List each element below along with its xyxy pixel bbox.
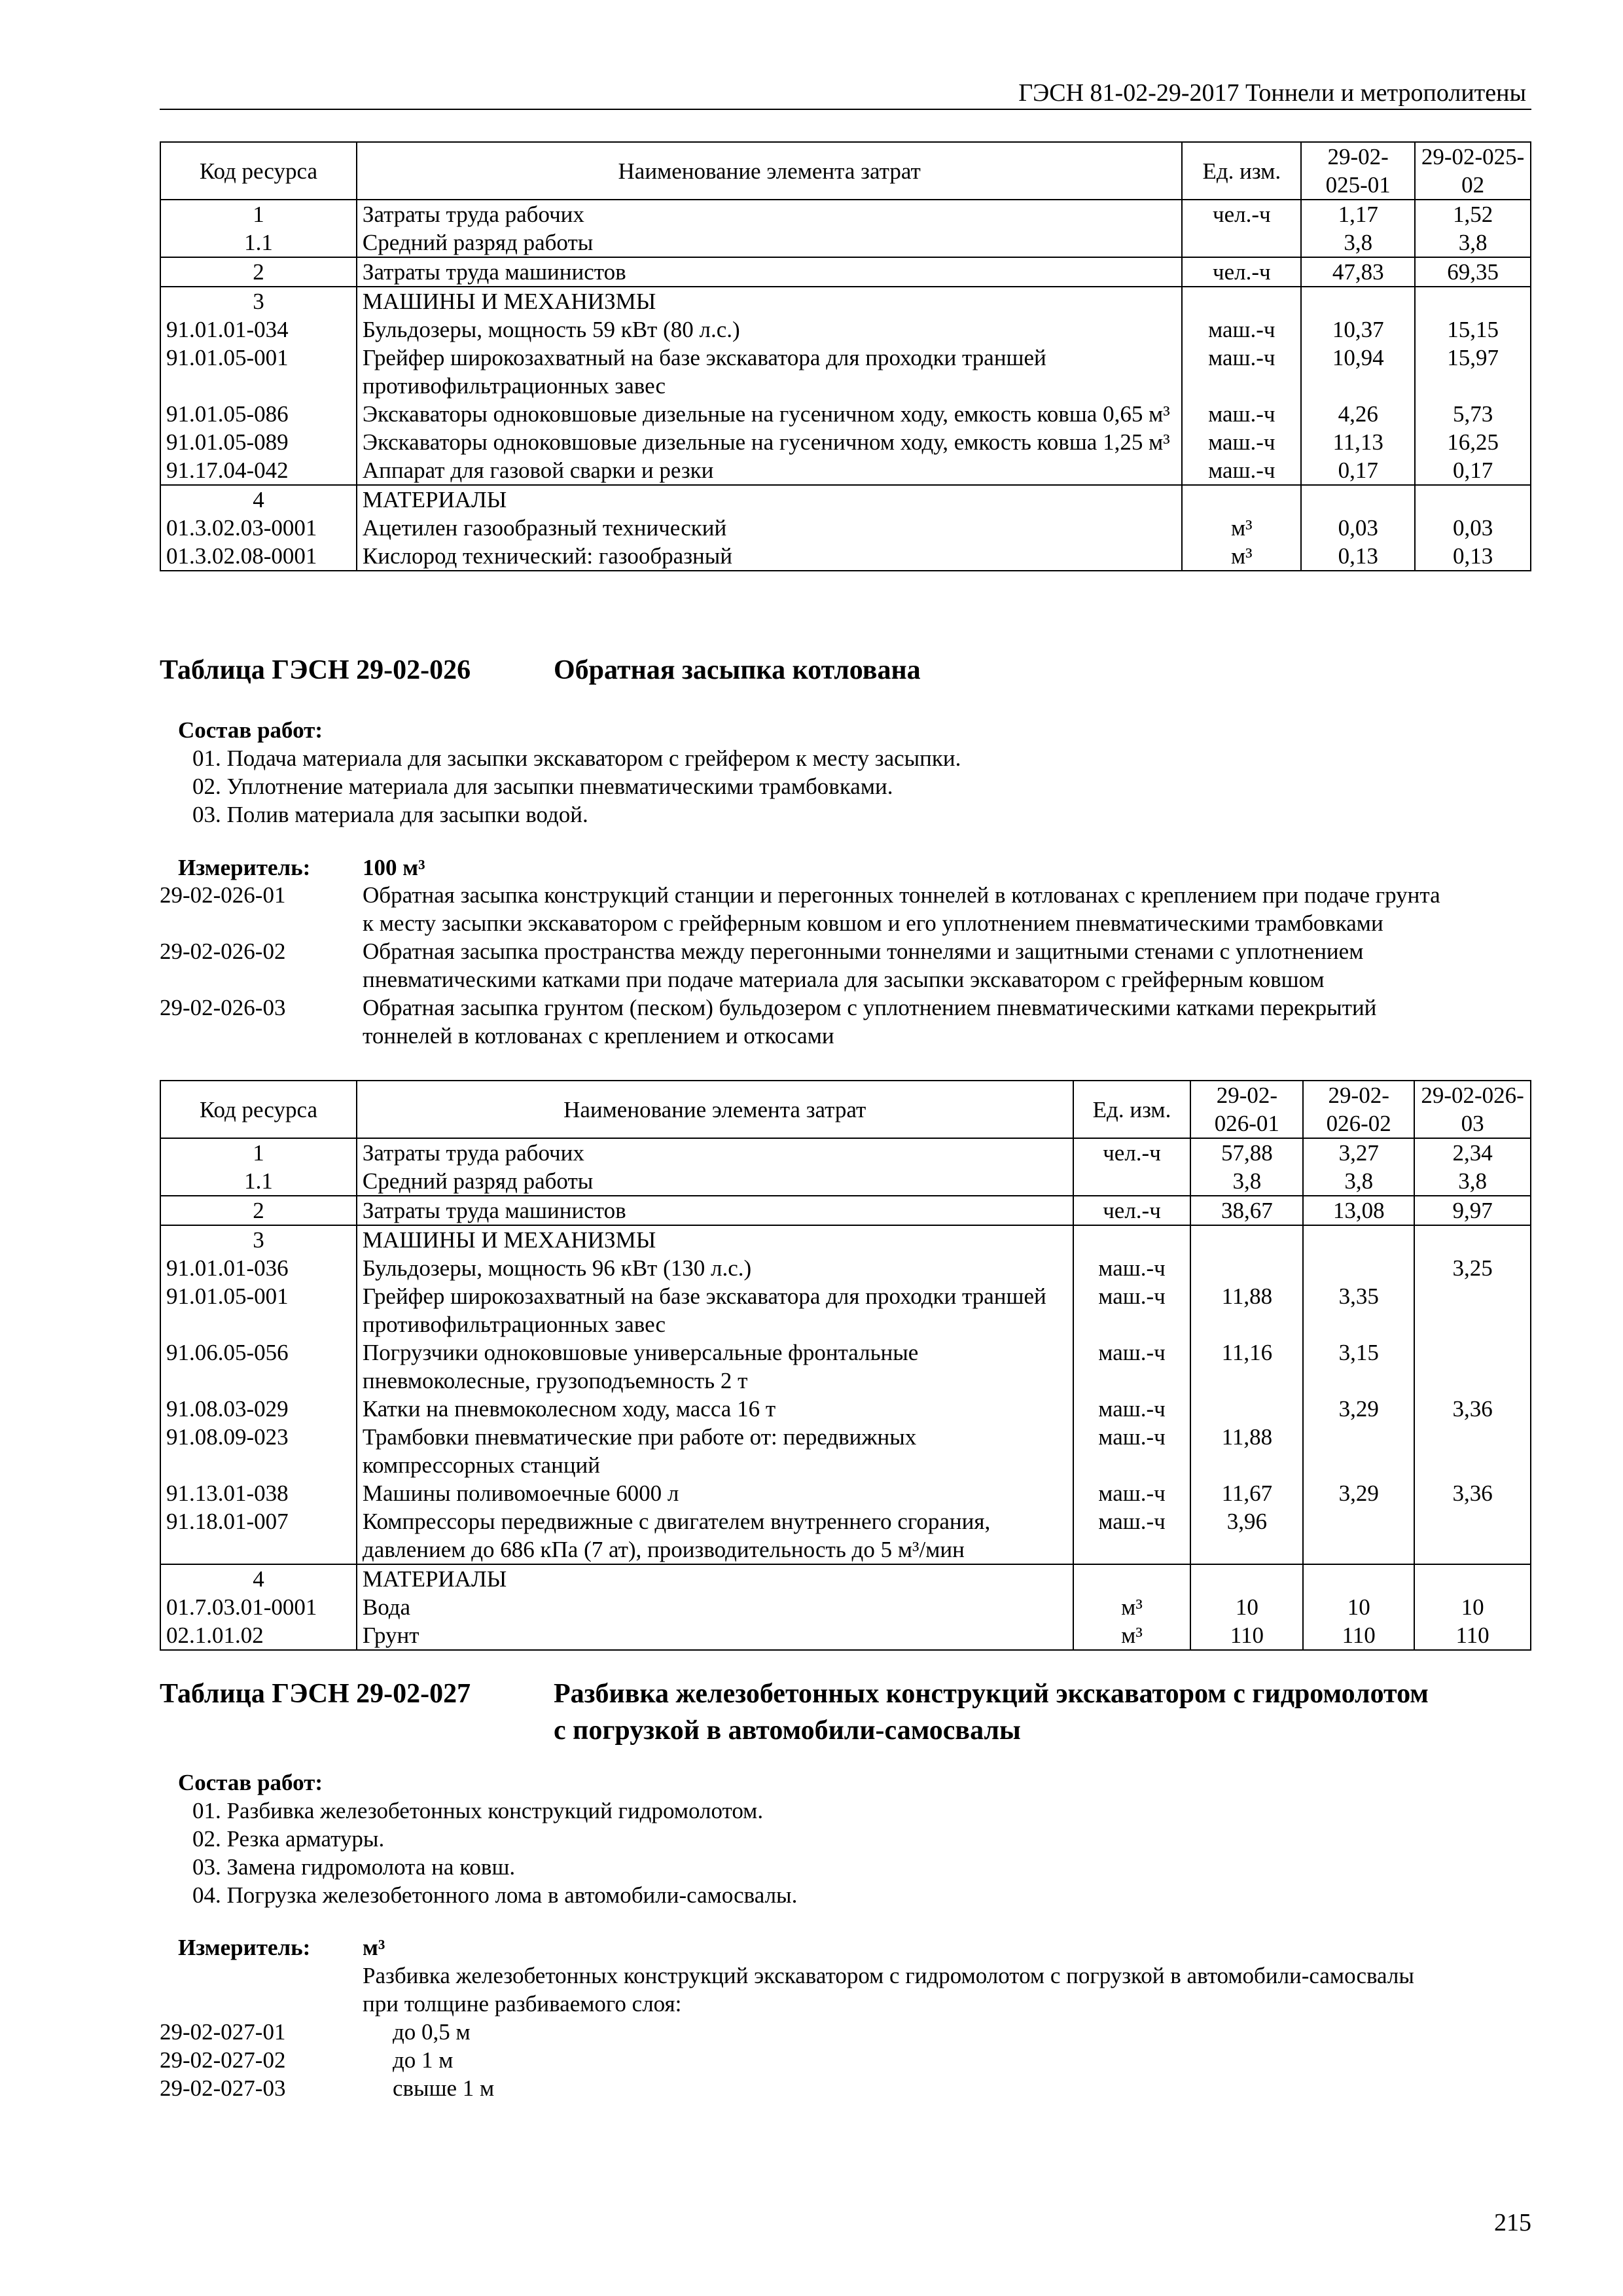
table-row [160, 1395, 1531, 1423]
row-value: 5,73 [1415, 400, 1531, 428]
table-heading-027 [554, 1676, 1429, 1749]
work-item: 04. Погрузка железобетонного лома в автомобили-самосвалы. [192, 1882, 798, 1908]
col-header-026-03: 29-02-026-03 [1414, 1081, 1531, 1138]
row-code: 91.17.04-042 [160, 456, 357, 485]
row-unit: чел.-ч [1073, 1138, 1191, 1167]
table-row [160, 257, 1531, 287]
row-value: 0,17 [1415, 456, 1531, 485]
row-value: 9,97 [1414, 1196, 1531, 1225]
table-row [160, 1196, 1531, 1225]
row-value: 1,17 [1301, 200, 1415, 228]
works-composition-026 [178, 716, 961, 829]
table-row [160, 228, 1531, 257]
meter-label: Измеритель: [178, 1935, 311, 1960]
row-name: Компрессоры передвижные с двигателем внутреннего сгорания, давлением до 686 кПа (7 ат), производительность до 5 м³/мин [357, 1507, 1073, 1564]
row-value: 4,26 [1301, 400, 1415, 428]
row-value: 11,67 [1190, 1479, 1303, 1507]
row-value: 0,17 [1301, 456, 1415, 485]
row-value: 11,13 [1301, 428, 1415, 456]
work-item: 01. Подача материала для засыпки экскаватором с грейфером к месту засыпки. [192, 745, 961, 771]
row-unit: м³ [1073, 1593, 1191, 1621]
resource-table-026 [160, 1080, 1531, 1651]
row-unit: маш.-ч [1182, 456, 1301, 485]
row-code: 91.01.05-001 [160, 344, 357, 400]
row-value [1303, 1254, 1414, 1282]
list-item [160, 2018, 945, 2046]
row-name: Средний разряд работы [357, 1167, 1073, 1196]
norm-code: 29-02-027-02 [160, 2047, 286, 2073]
row-name: Машины поливомоечные 6000 л [357, 1479, 1073, 1507]
table-title-027: Таблица ГЭСН 29-02-027 [160, 1679, 471, 1709]
row-value: 11,88 [1190, 1282, 1303, 1338]
table-row [160, 200, 1531, 228]
row-value [1303, 1423, 1414, 1479]
row-value: 11,16 [1190, 1338, 1303, 1395]
running-header [160, 77, 1531, 110]
row-value: 38,67 [1190, 1196, 1303, 1225]
row-name: Затраты труда машинистов [357, 1196, 1073, 1225]
row-value: 15,97 [1415, 344, 1531, 400]
row-code: 91.01.01-034 [160, 315, 357, 344]
row-value: 0,13 [1415, 542, 1531, 571]
row-value: 110 [1190, 1621, 1303, 1650]
col-header-name: Наименование элемента затрат [357, 1081, 1073, 1138]
works-label: Состав работ: [178, 717, 323, 743]
row-value: 11,88 [1190, 1423, 1303, 1479]
table-row [160, 1423, 1531, 1479]
norm-text: до 0,5 м [393, 2019, 471, 2045]
row-value: 3,8 [1190, 1167, 1303, 1196]
row-value: 13,08 [1303, 1196, 1414, 1225]
row-name: Грунт [357, 1621, 1073, 1650]
row-unit: м³ [1073, 1621, 1191, 1650]
row-value: 2,34 [1414, 1138, 1531, 1167]
section-heading-materials: МАТЕРИАЛЫ [357, 1564, 1073, 1593]
col-header-026-01: 29-02-026-01 [1190, 1081, 1303, 1138]
norm-description-027 [363, 1962, 1414, 2018]
norm-code: 29-02-026-01 [160, 882, 286, 908]
row-value [1190, 1395, 1303, 1423]
row-name: Катки на пневмоколесном ходу, масса 16 т [357, 1395, 1073, 1423]
section-heading-machines: МАШИНЫ И МЕХАНИЗМЫ [357, 287, 1182, 315]
row-name: Средний разряд работы [357, 228, 1182, 257]
norm-text: к месту засыпки экскаватором с грейферным ковшом и его уплотнением пневматическими трамбовками [363, 910, 1383, 936]
norm-text: свыше 1 м [393, 2075, 495, 2101]
row-unit: маш.-ч [1182, 315, 1301, 344]
row-value: 1,52 [1415, 200, 1531, 228]
row-value: 10 [1303, 1593, 1414, 1621]
row-value: 3,35 [1303, 1282, 1414, 1338]
table-row [160, 1479, 1531, 1507]
list-item [160, 881, 1531, 937]
col-header-code: Код ресурса [160, 142, 357, 200]
row-code: 1.1 [160, 228, 357, 257]
table-row [160, 542, 1531, 571]
table-row [160, 1225, 1531, 1254]
row-name: Грейфер широкозахватный на базе экскаватора для проходки траншей противофильтрационных завес [357, 1282, 1073, 1338]
row-value: 3,36 [1414, 1395, 1531, 1423]
norm-list-026 [160, 881, 1531, 1050]
table-row [160, 1564, 1531, 1593]
heading-line: с погрузкой в автомобили-самосвалы [554, 1715, 1021, 1746]
row-value: 3,8 [1301, 228, 1415, 257]
row-code: 02.1.01.02 [160, 1621, 357, 1650]
table-row [160, 428, 1531, 456]
row-value: 10,37 [1301, 315, 1415, 344]
row-code: 2 [160, 1196, 357, 1225]
row-code: 01.3.02.08-0001 [160, 542, 357, 571]
row-value: 3,29 [1303, 1395, 1414, 1423]
norm-text: Обратная засыпка грунтом (песком) бульдозером с уплотнением пневматическими катками перекрытий [363, 995, 1377, 1020]
row-unit: маш.-ч [1073, 1254, 1191, 1282]
norm-code: 29-02-026-02 [160, 939, 286, 964]
row-unit: маш.-ч [1182, 428, 1301, 456]
table-row [160, 1282, 1531, 1338]
list-item [160, 2046, 945, 2074]
row-value: 3,8 [1415, 228, 1531, 257]
row-name: Затраты труда машинистов [357, 257, 1182, 287]
row-value: 0,03 [1415, 514, 1531, 542]
works-label: Состав работ: [178, 1770, 323, 1795]
work-item: 03. Замена гидромолота на ковш. [192, 1854, 516, 1880]
row-value: 3,36 [1414, 1479, 1531, 1507]
row-unit: чел.-ч [1182, 257, 1301, 287]
row-value [1414, 1423, 1531, 1479]
row-value [1303, 1507, 1414, 1564]
row-name: Бульдозеры, мощность 96 кВт (130 л.с.) [357, 1254, 1073, 1282]
description-line: при толщине разбиваемого слоя: [363, 1991, 682, 2017]
col-header-name: Наименование элемента затрат [357, 142, 1182, 200]
row-name: Экскаваторы одноковшовые дизельные на гусеничном ходу, емкость ковша 0,65 м³ [357, 400, 1182, 428]
row-value: 3,15 [1303, 1338, 1414, 1395]
page-number: 215 [1494, 2209, 1531, 2236]
row-unit: маш.-ч [1182, 344, 1301, 400]
table-row [160, 1167, 1531, 1196]
work-item: 03. Полив материала для засыпки водой. [192, 802, 588, 827]
row-name: Аппарат для газовой сварки и резки [357, 456, 1182, 485]
row-name: Бульдозеры, мощность 59 кВт (80 л.с.) [357, 315, 1182, 344]
norm-text: до 1 м [393, 2047, 454, 2073]
table-row [160, 456, 1531, 485]
list-item [160, 2074, 945, 2102]
work-item: 01. Разбивка железобетонных конструкций гидромолотом. [192, 1798, 764, 1823]
col-header-025-02: 29-02-025-02 [1415, 142, 1531, 200]
table-row [160, 485, 1531, 514]
row-code: 4 [160, 485, 357, 514]
row-unit: чел.-ч [1182, 200, 1301, 228]
table-row [160, 344, 1531, 400]
meter-value: 100 м³ [363, 855, 425, 880]
row-code: 91.06.05-056 [160, 1338, 357, 1395]
row-code: 3 [160, 1225, 357, 1254]
row-value: 10 [1190, 1593, 1303, 1621]
row-value [1414, 1507, 1531, 1564]
row-value: 57,88 [1190, 1138, 1303, 1167]
list-item [160, 994, 1531, 1050]
row-value: 10 [1414, 1593, 1531, 1621]
description-line: Разбивка железобетонных конструкций экскаватором с гидромолотом с погрузкой в автомобили-самосвалы [363, 1963, 1414, 1988]
row-value [1414, 1338, 1531, 1395]
table-row [160, 1621, 1531, 1650]
row-value: 3,27 [1303, 1138, 1414, 1167]
row-value [1190, 1254, 1303, 1282]
row-value: 69,35 [1415, 257, 1531, 287]
row-code: 91.01.01-036 [160, 1254, 357, 1282]
row-value: 3,8 [1414, 1167, 1531, 1196]
row-value: 3,25 [1414, 1254, 1531, 1282]
row-value: 10,94 [1301, 344, 1415, 400]
col-header-unit: Ед. изм. [1182, 142, 1301, 200]
row-code: 3 [160, 287, 357, 315]
norm-text: тоннелей в котлованах с креплением и откосами [363, 1023, 834, 1049]
row-code: 1 [160, 1138, 357, 1167]
row-unit: маш.-ч [1073, 1395, 1191, 1423]
row-value: 3,29 [1303, 1479, 1414, 1507]
table-row [160, 400, 1531, 428]
row-unit [1073, 1167, 1191, 1196]
section-heading-machines: МАШИНЫ И МЕХАНИЗМЫ [357, 1225, 1073, 1254]
table-row [160, 1254, 1531, 1282]
norm-code: 29-02-027-01 [160, 2019, 286, 2045]
row-code: 91.08.03-029 [160, 1395, 357, 1423]
row-name: Кислород технический: газообразный [357, 542, 1182, 571]
row-unit: маш.-ч [1073, 1338, 1191, 1395]
section-heading-materials: МАТЕРИАЛЫ [357, 485, 1182, 514]
norm-text: Обратная засыпка пространства между перегонными тоннелями и защитными стенами с уплотнением [363, 939, 1364, 964]
row-name: Ацетилен газообразный технический [357, 514, 1182, 542]
row-code: 91.18.01-007 [160, 1507, 357, 1564]
norm-list-027 [160, 2018, 945, 2102]
row-value [1414, 1282, 1531, 1338]
row-name: Затраты труда рабочих [357, 1138, 1073, 1167]
row-code: 01.3.02.03-0001 [160, 514, 357, 542]
row-value: 3,8 [1303, 1167, 1414, 1196]
norm-code: 29-02-027-03 [160, 2075, 286, 2101]
row-code: 91.01.05-089 [160, 428, 357, 456]
row-code: 01.7.03.01-0001 [160, 1593, 357, 1621]
row-unit: маш.-ч [1182, 400, 1301, 428]
meter-label: Измеритель: [178, 855, 311, 880]
header-title: ГЭСН 81-02-29-2017 Тоннели и метрополитены [1018, 79, 1526, 107]
meter-value: м³ [363, 1935, 385, 1960]
row-code: 91.08.09-023 [160, 1423, 357, 1479]
row-code: 1 [160, 200, 357, 228]
table-row [160, 1338, 1531, 1395]
table-row [160, 1507, 1531, 1564]
list-item [160, 937, 1531, 994]
works-composition-027 [178, 1768, 797, 1909]
table-row [160, 514, 1531, 542]
work-item: 02. Резка арматуры. [192, 1826, 385, 1852]
norm-code: 29-02-026-03 [160, 995, 286, 1020]
row-name: Грейфер широкозахватный на базе экскаватора для проходки траншей противофильтрационных завес [357, 344, 1182, 400]
row-value: 0,13 [1301, 542, 1415, 571]
row-value: 3,96 [1190, 1507, 1303, 1564]
col-header-unit: Ед. изм. [1073, 1081, 1191, 1138]
col-header-025-01: 29-02-025-01 [1301, 142, 1415, 200]
row-value: 16,25 [1415, 428, 1531, 456]
row-value: 110 [1303, 1621, 1414, 1650]
row-unit: м³ [1182, 542, 1301, 571]
row-value: 0,03 [1301, 514, 1415, 542]
table-label: Таблица ГЭСН 29-02-026 [160, 655, 471, 685]
table-title-026 [160, 652, 471, 689]
row-code: 1.1 [160, 1167, 357, 1196]
row-value: 47,83 [1301, 257, 1415, 287]
row-code: 91.13.01-038 [160, 1479, 357, 1507]
row-unit: маш.-ч [1073, 1479, 1191, 1507]
table-heading-026: Обратная засыпка котлована [554, 655, 921, 685]
row-unit [1182, 228, 1301, 257]
row-unit: маш.-ч [1073, 1282, 1191, 1338]
work-item: 02. Уплотнение материала для засыпки пневматическими трамбовками. [192, 774, 893, 799]
row-code: 2 [160, 257, 357, 287]
row-unit: маш.-ч [1073, 1423, 1191, 1479]
table-row [160, 315, 1531, 344]
table-row [160, 287, 1531, 315]
row-code: 4 [160, 1564, 357, 1593]
row-name: Вода [357, 1593, 1073, 1621]
row-code: 91.01.05-001 [160, 1282, 357, 1338]
row-name: Экскаваторы одноковшовые дизельные на гусеничном ходу, емкость ковша 1,25 м³ [357, 428, 1182, 456]
row-value: 110 [1414, 1621, 1531, 1650]
row-code: 91.01.05-086 [160, 400, 357, 428]
row-value: 15,15 [1415, 315, 1531, 344]
row-name: Погрузчики одноковшовые универсальные фронтальные пневмоколесные, грузоподъемность 2 т [357, 1338, 1073, 1395]
resource-table-025 [160, 141, 1531, 571]
norm-text: Обратная засыпка конструкций станции и перегонных тоннелей в котлованах с креплением при подаче грунта [363, 882, 1440, 908]
row-name: Затраты труда рабочих [357, 200, 1182, 228]
row-unit: м³ [1182, 514, 1301, 542]
table-row [160, 1138, 1531, 1167]
heading-line: Разбивка железобетонных конструкций экскаватором с гидромолотом [554, 1679, 1429, 1709]
row-unit: чел.-ч [1073, 1196, 1191, 1225]
norm-text: пневматическими катками при подаче материала для засыпки экскаватором с грейферным ковшом [363, 967, 1325, 992]
col-header-code: Код ресурса [160, 1081, 357, 1138]
table-row [160, 1593, 1531, 1621]
col-header-026-02: 29-02-026-02 [1303, 1081, 1414, 1138]
row-name: Трамбовки пневматические при работе от: передвижных компрессорных станций [357, 1423, 1073, 1479]
row-unit: маш.-ч [1073, 1507, 1191, 1564]
